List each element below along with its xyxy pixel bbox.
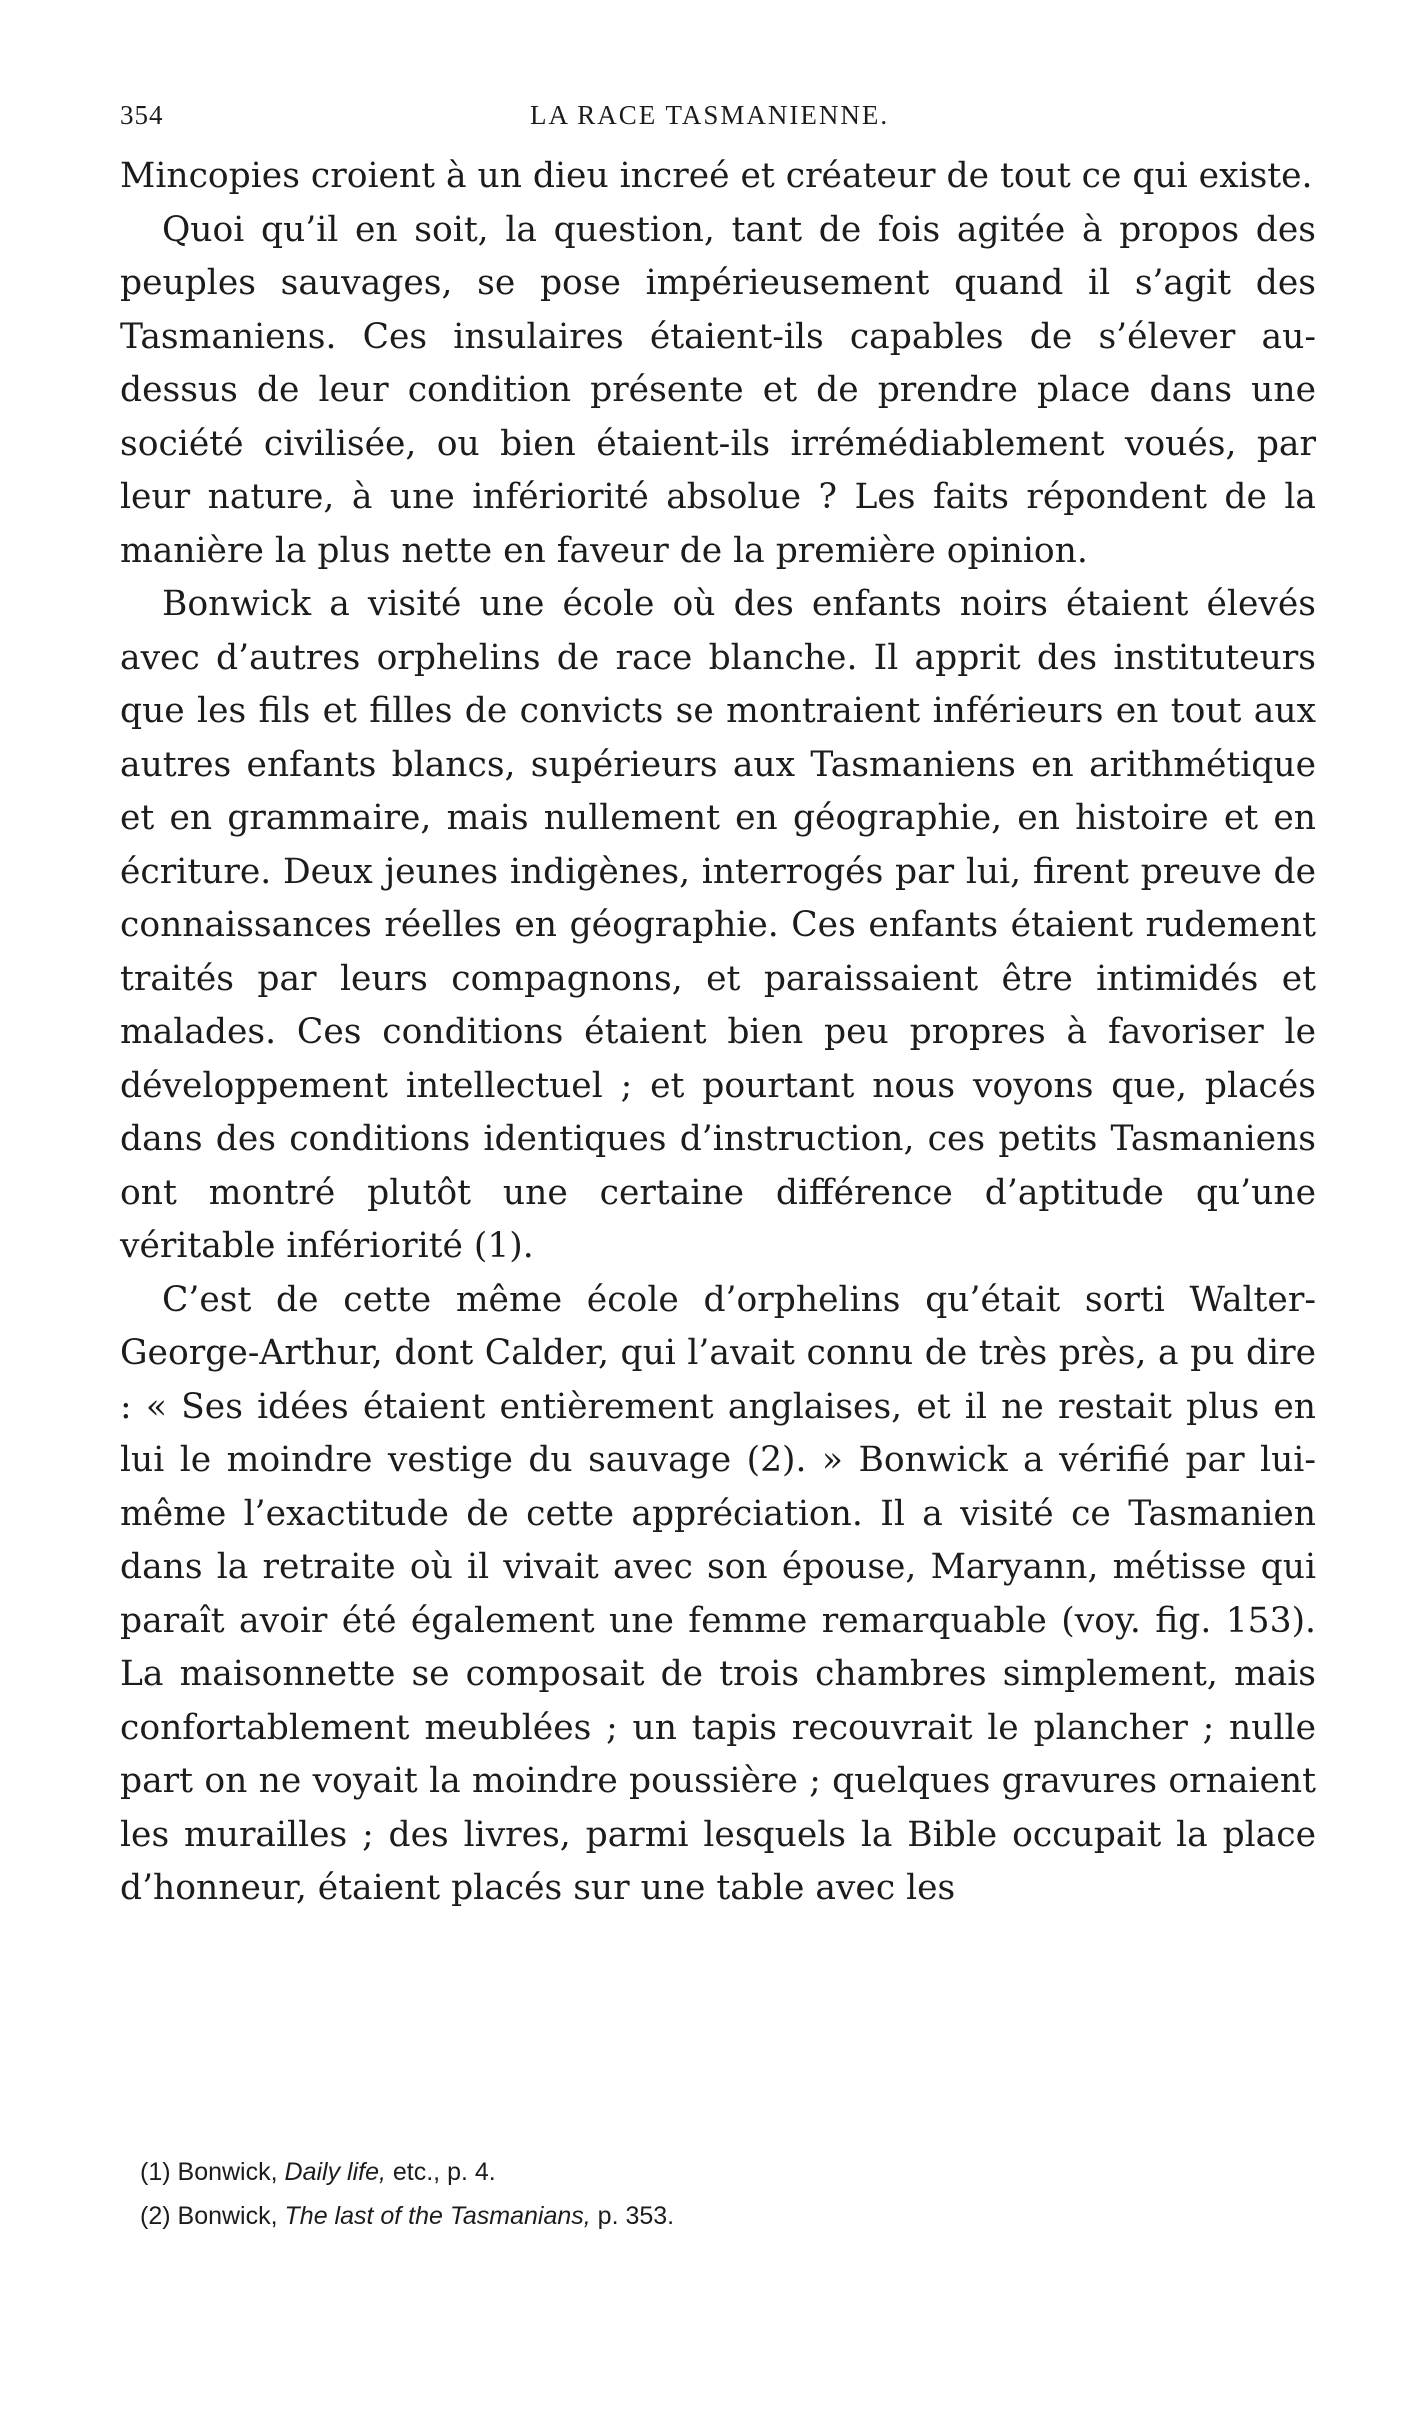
footnote-1 — [140, 2150, 1290, 2194]
page-header — [120, 100, 1310, 140]
paragraph-4: C’est de cette même école d’orphelins qu’était sorti Walter-George-Arthur, dont Calder, qui l’avait connu de très près, a pu dire : « Ses idées étaient entièrement anglaises, et il ne restait plus en lui le moindre vestige du sauvage (2). » Bonwick a vérifié par lui-même l’exactitude de cette appréciation. Il a visité ce Tasmanien dans la retraite où il vivait avec son épouse, Maryann, métisse qui paraît avoir été également une femme remarquable (voy. fig. 153). La maisonnette se composait de trois chambres simplement, mais confortablement meublées ; un tapis recouvrait le plancher ; nulle part on ne voyait la moindre poussière ; quelques gravures ornaient les murailles ; des livres, parmi lesquels la Bible occupait la place d’honneur, étaient placés sur une table avec les — [120, 1279, 1316, 1908]
footnote-author: Bonwick, — [177, 2158, 278, 2186]
paragraph-2: Quoi qu’il en soit, la question, tant de fois agitée à propos des peuples sauvages, se pose impérieusement quand il s’agit des Tasmaniens. Ces insulaires étaient-ils capables de s’élever au-dessus de leur condition présente et de prendre place dans une société civilisée, ou bien étaient-ils irrémédiablement voués, par leur nature, à une infériorité absolue ? Les faits répondent de la manière la plus nette en faveur de la première opinion. — [120, 209, 1316, 571]
footnote-marker: (1) — [140, 2158, 171, 2186]
footnote-marker: (2) — [140, 2202, 171, 2230]
footnotes — [140, 2150, 1290, 2238]
footnote-title: Daily life, — [284, 2158, 386, 2186]
paragraph-1-continuation: Mincopies croient à un dieu increé et créateur de tout ce qui existe. — [120, 156, 1313, 196]
footnote-rest: p. 353. — [597, 2202, 675, 2230]
paragraph-3: Bonwick a visité une école où des enfants noirs étaient élevés avec d’autres orphelins de race blanche. Il apprit des instituteurs que les fils et filles de convicts se montraient inférieurs en tout aux autres enfants blancs, supérieurs aux Tasmaniens en arithmétique et en grammaire, mais nullement en géographie, en histoire et en écriture. Deux jeunes indigènes, interrogés par lui, firent preuve de connaissances réelles en géographie. Ces enfants étaient rudement traités par leurs compagnons, et paraissaient être intimidés et malades. Ces conditions étaient bien peu propres à favoriser le développement intellectuel ; et pourtant nous voyons que, placés dans des conditions identiques d’instruction, ces petits Tasmaniens ont montré plutôt une certaine différence d’aptitude qu’une véritable infériorité (1). — [120, 584, 1316, 1266]
page-number: 354 — [120, 100, 164, 130]
footnote-title: The last of the Tasmanians, — [284, 2202, 591, 2230]
body-text — [120, 150, 1316, 1916]
footnote-author: Bonwick, — [177, 2202, 278, 2230]
footnote-2 — [140, 2194, 1290, 2238]
running-title: LA RACE TASMANIENNE. — [530, 100, 890, 130]
footnote-rest: etc., p. 4. — [392, 2158, 496, 2186]
